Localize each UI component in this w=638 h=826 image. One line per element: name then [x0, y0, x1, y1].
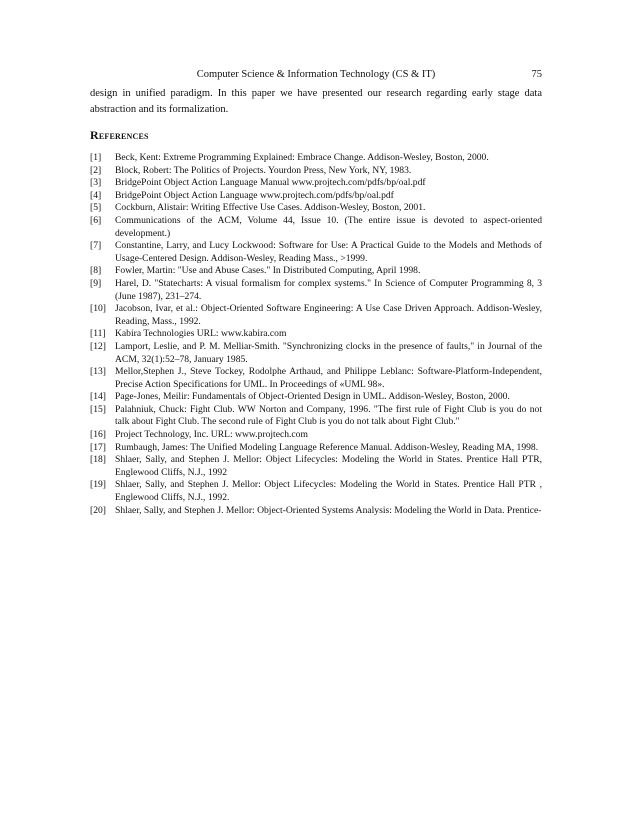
reference-item [90, 152, 542, 165]
reference-text: Mellor,Stephen J., Steve Tockey, Rodolphe Arthaud, and Philippe Leblanc: Software-Platform-Independent, Precise Action Specifications for UML. In Proceedings of «UML 98». [115, 366, 542, 390]
reference-number: [14] [90, 391, 106, 403]
reference-number: [10] [90, 303, 106, 315]
reference-item [90, 366, 542, 391]
reference-item [90, 341, 542, 366]
reference-text: Fowler, Martin: "Use and Abuse Cases." In Distributed Computing, April 1998. [115, 265, 421, 277]
reference-item [90, 165, 542, 178]
reference-number: [11] [90, 328, 106, 340]
reference-number: [3] [90, 177, 102, 189]
reference-text: Jacobson, Ivar, et al.: Object-Oriented Software Engineering: A Use Case Driven Approach. Addison-Wesley, Reading, Mass., 1992. [115, 303, 542, 327]
reference-text: Lamport, Leslie, and P. M. Melliar-Smith. "Synchronizing clocks in the presence of faults," in Journal of the ACM, 32(1):52–78, January 1985. [115, 340, 542, 365]
reference-item [90, 454, 542, 479]
reference-number: [6] [90, 214, 102, 226]
reference-item [90, 328, 542, 341]
reference-item [90, 404, 542, 429]
reference-text: Cockburn, Alistair: Writing Effective Use Cases. Addison-Wesley, Boston, 2001. [115, 202, 426, 214]
reference-text: Shlaer, Sally, and Stephen J. Mellor: Object Lifecycles: Modeling the World in States. Prentice Hall PTR , Englewood Cliffs, N.J., 1992. [115, 479, 542, 504]
reference-number: [16] [90, 429, 106, 441]
reference-number: [8] [90, 265, 102, 277]
reference-text: Kabira Technologies URL: www.kabira.com [115, 328, 287, 340]
reference-number: [5] [90, 202, 102, 214]
reference-text: Communications of the ACM, Volume 44, Issue 10. (The entire issue is devoted to aspect-oriented development.) [115, 214, 542, 239]
reference-item [90, 505, 542, 518]
reference-text: Project Technology, Inc. URL: www.projtech.com [115, 429, 308, 441]
reference-item [90, 303, 542, 328]
reference-list [90, 152, 542, 517]
reference-item [90, 215, 542, 240]
reference-item [90, 479, 542, 504]
reference-number: [18] [90, 454, 106, 466]
reference-item [90, 190, 542, 203]
reference-number: [7] [90, 240, 102, 252]
reference-number: [19] [90, 479, 106, 491]
reference-text: Block, Robert: The Politics of Projects. Yourdon Press, New York, NY, 1983. [115, 164, 412, 176]
reference-text: BridgePoint Object Action Language Manual www.projtech.com/pdfs/bp/oal.pdf [115, 177, 426, 189]
body-paragraph: design in unified paradigm. In this paper we have presented our research regarding early stage data abstraction and its formalization. [90, 88, 542, 115]
reference-number: [4] [90, 189, 102, 201]
reference-text: Shlaer, Sally, and Stephen J. Mellor: Object Lifecycles: Modeling the World in States. Prentice Hall PTR, Englewood Cliffs, N.J., 1992 [115, 454, 542, 478]
reference-item [90, 429, 542, 442]
reference-item [90, 442, 542, 455]
reference-number: [12] [90, 340, 106, 352]
reference-text: Constantine, Larry, and Lucy Lockwood: Software for Use: A Practical Guide to the Models and Methods of Usage-Centered Design. Addison-Wesley, Reading Mass., >1999. [115, 240, 542, 264]
page-number: 75 [531, 69, 542, 80]
running-header: Computer Science & Information Technology (CS & IT) [196, 69, 436, 80]
reference-number: [15] [90, 403, 106, 415]
reference-text: Beck, Kent: Extreme Programming Explained: Embrace Change. Addison-Wesley, Boston, 2000. [115, 152, 489, 163]
reference-text: BridgePoint Object Action Language www.projtech.com/pdfs/bp/oal.pdf [115, 189, 394, 201]
reference-number: [2] [90, 164, 102, 176]
reference-number: [20] [90, 504, 106, 516]
reference-text: Rumbaugh, James: The Unified Modeling Language Reference Manual. Addison-Wesley, Reading MA, 1998. [115, 441, 539, 453]
reference-text: Palahniuk, Chuck: Fight Club. WW Norton and Company, 1996. "The first rule of Fight Club is you do not talk about Fight Club. The second rule of Fight Club is you do not talk about Fight Club." [115, 403, 542, 428]
reference-item [90, 265, 542, 278]
reference-text: Harel, D. "Statecharts: A visual formalism for complex systems." In Science of Computer Programming 8, 3 (June 1987), 231–274. [115, 277, 542, 302]
reference-item [90, 278, 542, 303]
reference-number: [1] [90, 152, 102, 163]
reference-number: [9] [90, 277, 102, 289]
references-heading: References [90, 128, 149, 142]
reference-item [90, 177, 542, 190]
reference-item [90, 391, 542, 404]
reference-text: Shlaer, Sally, and Stephen J. Mellor: Object-Oriented Systems Analysis: Modeling the World in Data. Prentice- [115, 504, 542, 516]
reference-number: [17] [90, 441, 106, 453]
reference-text: Page-Jones, Meilir: Fundamentals of Object-Oriented Design in UML. Addison-Wesley, Boston, 2000. [115, 391, 510, 403]
reference-item [90, 202, 542, 215]
reference-number: [13] [90, 366, 106, 378]
reference-item [90, 240, 542, 265]
